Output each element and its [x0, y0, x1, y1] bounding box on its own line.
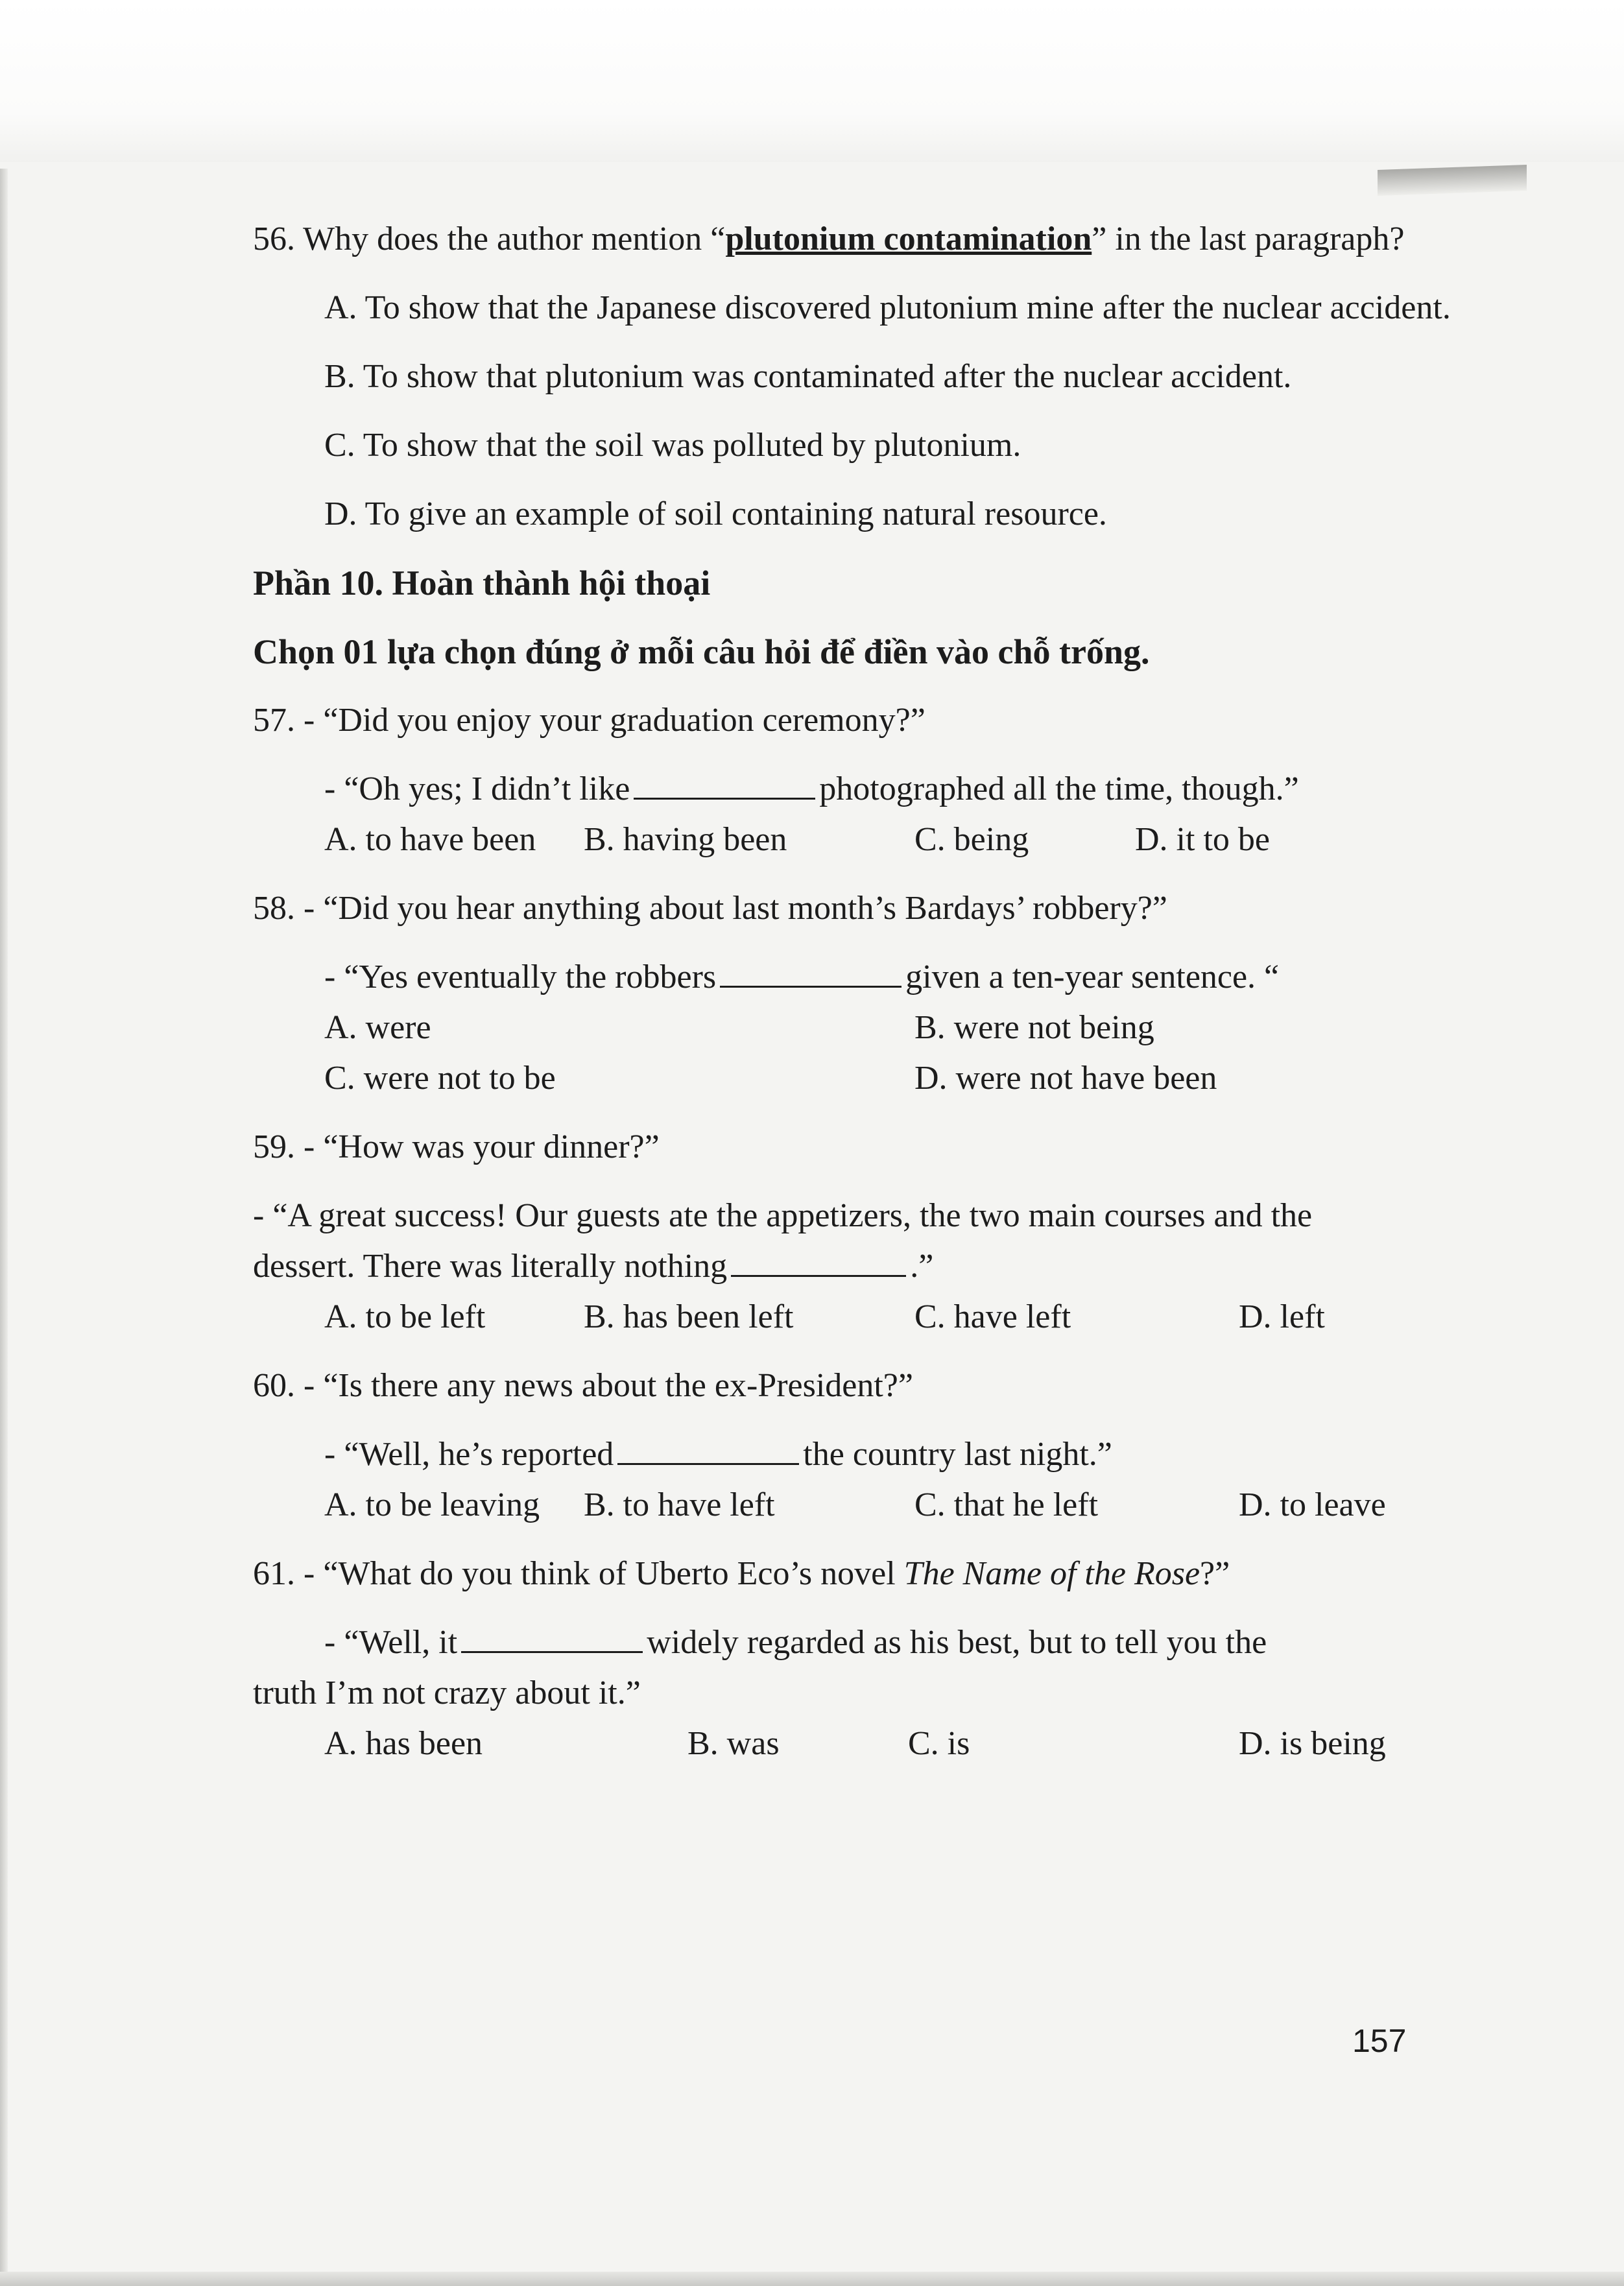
- question-59-response: - “A great success! Our guests ate the appetizers, the two main courses and the dessert. There was literally nothing .”: [253, 1197, 1313, 1285]
- option-c: C. being: [914, 821, 1029, 858]
- option-a: A. were: [324, 1009, 431, 1046]
- option-a: A. To show that the Japanese discovered plutonium mine after the nuclear accident.: [324, 289, 1451, 326]
- question-60-response: - “Well, he’s reported the country last night.”: [324, 1436, 1112, 1473]
- question-61-response: - “Well, it widely regarded as his best, but to tell you the truth I’m not crazy about it.”: [253, 1624, 1267, 1711]
- option-b: B. to have left: [584, 1486, 775, 1523]
- option-d: D. were not have been: [914, 1060, 1217, 1097]
- question-61-prompt: 61. - “What do you think of Uberto Eco’s novel The Name of the Rose?”: [253, 1555, 1230, 1592]
- scan-left-edge: [0, 169, 8, 2286]
- option-b: B. having been: [584, 821, 787, 858]
- answer-blank: [461, 1625, 643, 1653]
- question-60-prompt: 60. - “Is there any news about the ex-President?”: [253, 1367, 913, 1404]
- section-instruction: Chọn 01 lựa chọn đúng ở mỗi câu hỏi để điền vào chỗ trống.: [253, 632, 1150, 671]
- question-56-stem: 56. Why does the author mention “plutonium contamination” in the last paragraph?: [253, 220, 1405, 257]
- option-c: C. were not to be: [324, 1060, 556, 1097]
- question-59-prompt: 59. - “How was your dinner?”: [253, 1128, 660, 1165]
- question-57-response: - “Oh yes; I didn’t like photographed all the time, though.”: [324, 770, 1299, 807]
- question-58-prompt: 58. - “Did you hear anything about last month’s Bardays’ robbery?”: [253, 890, 1167, 927]
- document-page: [253, 214, 1459, 1769]
- question-59: [253, 1122, 1459, 1342]
- option-b: B. To show that plutonium was contaminated after the nuclear accident.: [324, 358, 1292, 395]
- answer-blank: [634, 772, 815, 800]
- option-a: A. to have been: [324, 821, 536, 858]
- scan-corner-shadow: [1378, 165, 1527, 196]
- option-d: D. To give an example of soil containing natural resource.: [324, 495, 1107, 532]
- answer-blank: [720, 960, 902, 988]
- question-56: [253, 214, 1459, 540]
- question-58: [253, 883, 1459, 1104]
- page-number: 157: [1352, 2023, 1407, 2059]
- question-57-options: [253, 815, 1459, 865]
- option-a: A. has been: [324, 1725, 483, 1762]
- scan-bottom-edge: [0, 2272, 1624, 2286]
- option-d: D. is being: [1239, 1725, 1386, 1762]
- question-58-options-row-2: [253, 1053, 1459, 1104]
- option-d: D. to leave: [1239, 1486, 1386, 1523]
- section-title: Phần 10. Hoàn thành hội thoại: [253, 564, 711, 602]
- option-d: D. left: [1239, 1298, 1325, 1335]
- question-57: [253, 695, 1459, 865]
- option-b: B. were not being: [914, 1009, 1154, 1046]
- novel-title: The Name of the Rose: [903, 1555, 1200, 1592]
- answer-blank: [731, 1249, 906, 1277]
- option-a: A. to be left: [324, 1298, 486, 1335]
- option-a: A. to be leaving: [324, 1486, 540, 1523]
- question-58-options-row-1: [253, 1003, 1459, 1053]
- question-58-response: - “Yes eventually the robbers given a ten-year sentence. “: [324, 958, 1280, 995]
- question-59-options: [253, 1292, 1459, 1342]
- option-c: C. To show that the soil was polluted by plutonium.: [324, 427, 1021, 464]
- question-60-options: [253, 1480, 1459, 1530]
- question-60: [253, 1361, 1459, 1530]
- question-61-options: [253, 1719, 1459, 1769]
- answer-blank: [617, 1437, 799, 1465]
- option-c: C. have left: [914, 1298, 1071, 1335]
- question-61: [253, 1549, 1459, 1769]
- scan-top-margin: [0, 0, 1624, 162]
- option-c: C. is: [908, 1725, 970, 1762]
- highlighted-term: plutonium contamination: [725, 220, 1092, 257]
- option-c: C. that he left: [914, 1486, 1099, 1523]
- question-57-prompt: 57. - “Did you enjoy your graduation ceremony?”: [253, 702, 925, 739]
- option-b: B. was: [687, 1725, 780, 1762]
- option-d: D. it to be: [1135, 821, 1270, 858]
- option-b: B. has been left: [584, 1298, 794, 1335]
